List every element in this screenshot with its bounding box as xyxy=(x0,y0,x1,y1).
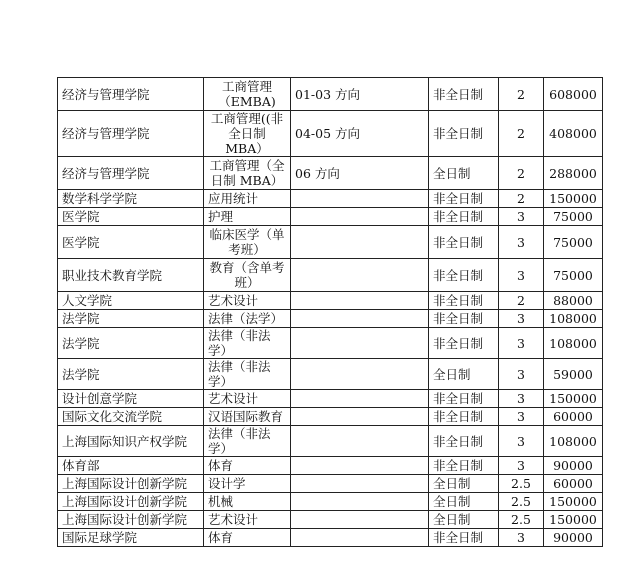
table-row xyxy=(58,111,603,157)
duration-cell: 2 xyxy=(499,78,544,111)
duration-cell: 3 xyxy=(499,359,544,390)
major-cell: 法律（非法学） xyxy=(204,426,291,457)
college-cell: 经济与管理学院 xyxy=(58,111,204,157)
table-row xyxy=(58,78,603,111)
major-cell: 汉语国际教育 xyxy=(204,408,291,426)
direction-cell: 04-05 方向 xyxy=(291,111,429,157)
major-cell: 艺术设计 xyxy=(204,292,291,310)
college-cell: 上海国际知识产权学院 xyxy=(58,426,204,457)
college-cell: 职业技术教育学院 xyxy=(58,259,204,292)
table-row xyxy=(58,310,603,328)
college-cell: 经济与管理学院 xyxy=(58,157,204,190)
major-cell: 应用统计 xyxy=(204,190,291,208)
tuition-cell: 150000 xyxy=(544,390,603,408)
table-row xyxy=(58,511,603,529)
tuition-cell: 108000 xyxy=(544,310,603,328)
duration-cell: 2 xyxy=(499,292,544,310)
direction-cell xyxy=(291,190,429,208)
study-mode-cell: 非全日制 xyxy=(429,408,499,426)
college-cell: 国际文化交流学院 xyxy=(58,408,204,426)
major-cell: 体育 xyxy=(204,529,291,547)
study-mode-cell: 非全日制 xyxy=(429,259,499,292)
tuition-cell: 108000 xyxy=(544,426,603,457)
major-cell: 教育（含单考班） xyxy=(204,259,291,292)
direction-cell xyxy=(291,292,429,310)
major-cell: 艺术设计 xyxy=(204,511,291,529)
tuition-table xyxy=(57,77,603,547)
duration-cell: 2.5 xyxy=(499,493,544,511)
major-cell: 工商管理((非全日制 MBA） xyxy=(204,111,291,157)
direction-cell xyxy=(291,426,429,457)
tuition-cell: 150000 xyxy=(544,511,603,529)
major-cell: 机械 xyxy=(204,493,291,511)
table-row xyxy=(58,190,603,208)
major-cell: 体育 xyxy=(204,457,291,475)
duration-cell: 2 xyxy=(499,157,544,190)
major-cell: 法律（非法学） xyxy=(204,359,291,390)
table-row xyxy=(58,408,603,426)
tuition-cell: 75000 xyxy=(544,259,603,292)
table-row xyxy=(58,157,603,190)
tuition-cell: 90000 xyxy=(544,457,603,475)
duration-cell: 3 xyxy=(499,426,544,457)
duration-cell: 2.5 xyxy=(499,511,544,529)
duration-cell: 3 xyxy=(499,328,544,359)
study-mode-cell: 全日制 xyxy=(429,511,499,529)
duration-cell: 3 xyxy=(499,457,544,475)
direction-cell xyxy=(291,475,429,493)
duration-cell: 3 xyxy=(499,310,544,328)
duration-cell: 3 xyxy=(499,226,544,259)
tuition-cell: 150000 xyxy=(544,190,603,208)
table-row xyxy=(58,493,603,511)
table-row xyxy=(58,208,603,226)
college-cell: 法学院 xyxy=(58,359,204,390)
direction-cell: 06 方向 xyxy=(291,157,429,190)
table-row xyxy=(58,426,603,457)
study-mode-cell: 非全日制 xyxy=(429,390,499,408)
tuition-cell: 60000 xyxy=(544,475,603,493)
direction-cell xyxy=(291,511,429,529)
major-cell: 临床医学（单考班） xyxy=(204,226,291,259)
duration-cell: 2 xyxy=(499,190,544,208)
college-cell: 上海国际设计创新学院 xyxy=(58,511,204,529)
duration-cell: 3 xyxy=(499,208,544,226)
direction-cell xyxy=(291,328,429,359)
study-mode-cell: 非全日制 xyxy=(429,208,499,226)
duration-cell: 3 xyxy=(499,529,544,547)
college-cell: 法学院 xyxy=(58,310,204,328)
major-cell: 艺术设计 xyxy=(204,390,291,408)
direction-cell xyxy=(291,390,429,408)
duration-cell: 2.5 xyxy=(499,475,544,493)
study-mode-cell: 全日制 xyxy=(429,359,499,390)
tuition-cell: 150000 xyxy=(544,493,603,511)
tuition-cell: 90000 xyxy=(544,529,603,547)
college-cell: 国际足球学院 xyxy=(58,529,204,547)
direction-cell xyxy=(291,259,429,292)
direction-cell xyxy=(291,493,429,511)
tuition-cell: 288000 xyxy=(544,157,603,190)
tuition-table-body xyxy=(58,78,603,547)
study-mode-cell: 全日制 xyxy=(429,493,499,511)
table-row xyxy=(58,328,603,359)
tuition-cell: 75000 xyxy=(544,208,603,226)
study-mode-cell: 非全日制 xyxy=(429,328,499,359)
major-cell: 设计学 xyxy=(204,475,291,493)
table-row xyxy=(58,475,603,493)
study-mode-cell: 非全日制 xyxy=(429,457,499,475)
tuition-cell: 408000 xyxy=(544,111,603,157)
college-cell: 设计创意学院 xyxy=(58,390,204,408)
direction-cell xyxy=(291,226,429,259)
study-mode-cell: 非全日制 xyxy=(429,426,499,457)
college-cell: 数学科学学院 xyxy=(58,190,204,208)
direction-cell xyxy=(291,208,429,226)
duration-cell: 2 xyxy=(499,111,544,157)
tuition-cell: 59000 xyxy=(544,359,603,390)
college-cell: 医学院 xyxy=(58,208,204,226)
major-cell: 法律（非法学） xyxy=(204,328,291,359)
table-row xyxy=(58,390,603,408)
major-cell: 工商管理（全日制 MBA） xyxy=(204,157,291,190)
direction-cell: 01-03 方向 xyxy=(291,78,429,111)
college-cell: 经济与管理学院 xyxy=(58,78,204,111)
table-row xyxy=(58,226,603,259)
study-mode-cell: 全日制 xyxy=(429,475,499,493)
direction-cell xyxy=(291,529,429,547)
table-row xyxy=(58,457,603,475)
table-row xyxy=(58,292,603,310)
direction-cell xyxy=(291,408,429,426)
tuition-cell: 75000 xyxy=(544,226,603,259)
duration-cell: 3 xyxy=(499,408,544,426)
major-cell: 工商管理（EMBA) xyxy=(204,78,291,111)
college-cell: 法学院 xyxy=(58,328,204,359)
study-mode-cell: 非全日制 xyxy=(429,190,499,208)
direction-cell xyxy=(291,310,429,328)
tuition-cell: 108000 xyxy=(544,328,603,359)
college-cell: 上海国际设计创新学院 xyxy=(58,475,204,493)
college-cell: 人文学院 xyxy=(58,292,204,310)
study-mode-cell: 全日制 xyxy=(429,157,499,190)
direction-cell xyxy=(291,457,429,475)
duration-cell: 3 xyxy=(499,390,544,408)
study-mode-cell: 非全日制 xyxy=(429,226,499,259)
study-mode-cell: 非全日制 xyxy=(429,78,499,111)
duration-cell: 3 xyxy=(499,259,544,292)
tuition-cell: 608000 xyxy=(544,78,603,111)
major-cell: 法律（法学） xyxy=(204,310,291,328)
tuition-cell: 88000 xyxy=(544,292,603,310)
direction-cell xyxy=(291,359,429,390)
table-row xyxy=(58,359,603,390)
study-mode-cell: 非全日制 xyxy=(429,292,499,310)
study-mode-cell: 非全日制 xyxy=(429,111,499,157)
table-row xyxy=(58,259,603,292)
table-row xyxy=(58,529,603,547)
college-cell: 体育部 xyxy=(58,457,204,475)
college-cell: 医学院 xyxy=(58,226,204,259)
college-cell: 上海国际设计创新学院 xyxy=(58,493,204,511)
study-mode-cell: 非全日制 xyxy=(429,529,499,547)
study-mode-cell: 非全日制 xyxy=(429,310,499,328)
major-cell: 护理 xyxy=(204,208,291,226)
tuition-cell: 60000 xyxy=(544,408,603,426)
